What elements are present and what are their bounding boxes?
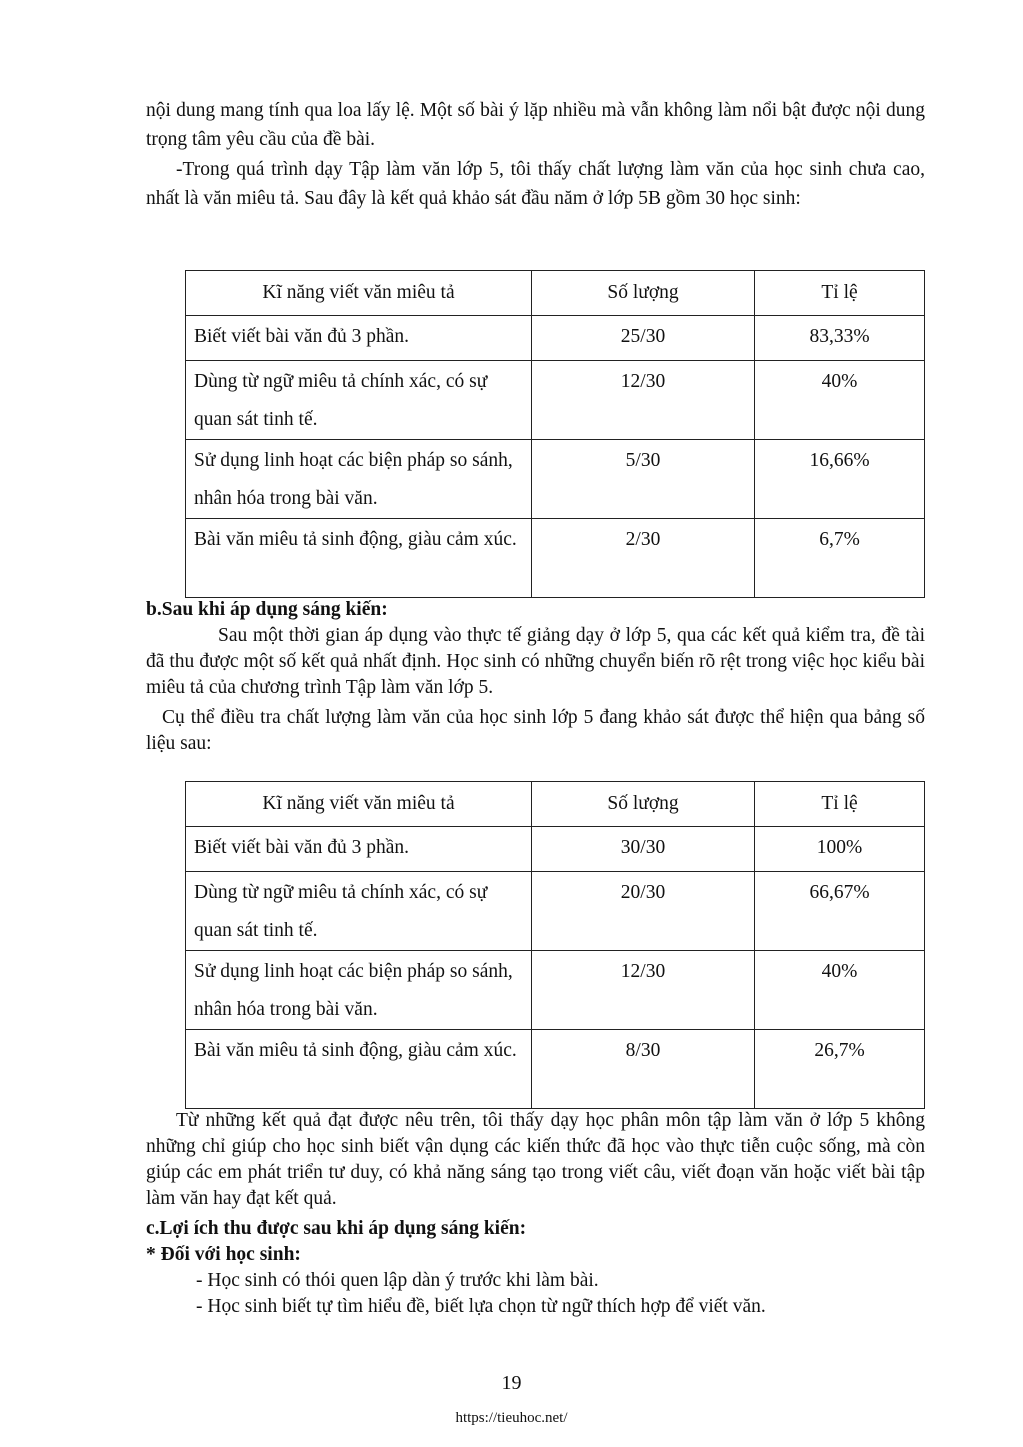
table-after-header-rate: Tỉ lệ: [755, 782, 925, 827]
table-row: [186, 519, 925, 598]
subheading-students: * Đối với học sinh:: [146, 1244, 301, 1265]
table-cell-rate: 40%: [755, 951, 925, 1030]
section-heading-b: b.Sau khi áp dụng sáng kiến:: [146, 599, 388, 620]
table-cell-skill: Dùng từ ngữ miêu tả chính xác, có sự quan sát tinh tế.: [186, 361, 532, 440]
section-heading-c: c.Lợi ích thu được sau khi áp dụng sáng kiến:: [146, 1218, 527, 1239]
table-after-header-count: Số lượng: [532, 782, 755, 827]
table-row: [186, 361, 925, 440]
table-cell-skill: Biết viết bài văn đủ 3 phần.: [186, 827, 532, 872]
table-row: [186, 951, 925, 1030]
table-cell-rate: 16,66%: [755, 440, 925, 519]
table-cell-count: 12/30: [532, 951, 755, 1030]
table-cell-rate: 100%: [755, 827, 925, 872]
footer-url: https://tieuhoc.net/: [455, 1410, 568, 1426]
table-cell-rate: 83,33%: [755, 316, 925, 361]
table-after: [185, 781, 925, 1109]
table-cell-skill: Biết viết bài văn đủ 3 phần.: [186, 316, 532, 361]
table-row: [186, 440, 925, 519]
table-before-header-skill: Kĩ năng viết văn miêu tả: [186, 271, 532, 316]
paragraph-survey-result: Cụ thể điều tra chất lượng làm văn của học sinh lớp 5 đang khảo sát được thể hiện qua bảng số liệu sau:: [146, 707, 925, 754]
table-row: [186, 1030, 925, 1109]
table-after-header-skill: Kĩ năng viết văn miêu tả: [186, 782, 532, 827]
table-row: [186, 827, 925, 872]
paragraph-intro: nội dung mang tính qua loa lấy lệ. Một số bài ý lặp nhiều mà vẫn không làm nổi bật được nội dung trọng tâm yêu cầu của đề bài.: [146, 100, 925, 150]
table-cell-count: 25/30: [532, 316, 755, 361]
table-cell-count: 8/30: [532, 1030, 755, 1109]
table-cell-count: 2/30: [532, 519, 755, 598]
table-cell-count: 30/30: [532, 827, 755, 872]
table-cell-skill: Sử dụng linh hoạt các biện pháp so sánh, nhân hóa trong bài văn.: [186, 951, 532, 1030]
table-cell-skill: Bài văn miêu tả sinh động, giàu cảm xúc.: [186, 1030, 532, 1109]
table-before-header-row: [186, 271, 925, 316]
table-before: [185, 270, 925, 598]
table-cell-count: 5/30: [532, 440, 755, 519]
page-number: 19: [501, 1372, 522, 1394]
list-item: - Học sinh biết tự tìm hiểu đề, biết lựa chọn từ ngữ thích hợp để viết văn.: [196, 1296, 766, 1317]
table-cell-rate: 26,7%: [755, 1030, 925, 1109]
table-cell-skill: Sử dụng linh hoạt các biện pháp so sánh, nhân hóa trong bài văn.: [186, 440, 532, 519]
list-item: - Học sinh có thói quen lập dàn ý trước khi làm bài.: [196, 1270, 599, 1291]
table-cell-rate: 40%: [755, 361, 925, 440]
paragraph-survey-intro: -Trong quá trình dạy Tập làm văn lớp 5, tôi thấy chất lượng làm văn của học sinh chưa cao, nhất là văn miêu tả. Sau đây là kết quả khảo sát đầu năm ở lớp 5B gồm 30 học sinh:: [146, 159, 925, 209]
table-before-header-rate: Tỉ lệ: [755, 271, 925, 316]
table-after-header-row: [186, 782, 925, 827]
paragraph-conclusion: Từ những kết quả đạt được nêu trên, tôi thấy dạy học phân môn tập làm văn ở lớp 5 không những chỉ giúp cho học sinh biết vận dụng các kiến thức đã học vào thực tiễn cuộc sống, mà còn giúp các em phát triển tư duy, có khả năng sáng tạo trong viết câu, viết đoạn văn hoặc viết bài tập làm văn hay đạt kết quả.: [146, 1110, 925, 1209]
table-cell-skill: Bài văn miêu tả sinh động, giàu cảm xúc.: [186, 519, 532, 598]
table-cell-rate: 66,67%: [755, 872, 925, 951]
table-row: [186, 316, 925, 361]
paragraph-after-apply: Sau một thời gian áp dụng vào thực tế giảng dạy ở lớp 5, qua các kết quả kiểm tra, đề tài đã thu được một số kết quả nhất định. Học sinh có những chuyển biến rõ rệt trong việc học kiểu bài miêu tả của chương trình Tập làm văn lớp 5.: [146, 625, 925, 698]
table-before-header-count: Số lượng: [532, 271, 755, 316]
table-row: [186, 872, 925, 951]
table-cell-count: 20/30: [532, 872, 755, 951]
table-cell-skill: Dùng từ ngữ miêu tả chính xác, có sự quan sát tinh tế.: [186, 872, 532, 951]
table-cell-count: 12/30: [532, 361, 755, 440]
table-cell-rate: 6,7%: [755, 519, 925, 598]
